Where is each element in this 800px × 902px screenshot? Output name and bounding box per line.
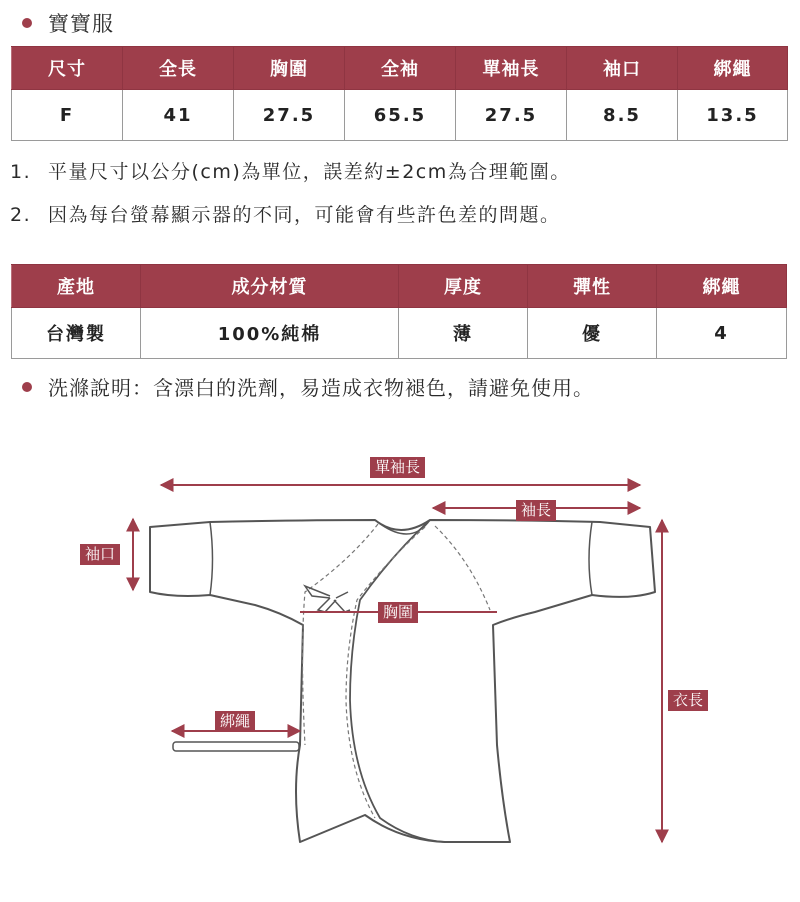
material-table xyxy=(11,264,787,359)
material-cell: 100%純棉 xyxy=(141,308,399,359)
bullet-icon xyxy=(22,18,32,28)
material-table-header-row xyxy=(12,265,787,308)
washing-note: 洗滌說明：含漂白的洗劑，易造成衣物褪色，請避免使用。 xyxy=(48,376,594,400)
size-cell: 41 xyxy=(123,90,234,141)
section-title xyxy=(10,8,114,38)
size-table-header-row xyxy=(12,47,788,90)
washing-instructions xyxy=(10,372,594,401)
size-cell: 13.5 xyxy=(678,90,788,141)
size-header-cell: 單袖長 xyxy=(456,47,567,90)
garment-outline xyxy=(150,520,655,842)
size-header-cell: 綁繩 xyxy=(678,47,788,90)
table-row xyxy=(12,308,787,359)
note-text: 平量尺寸以公分(cm)為單位，誤差約±2cm為合理範圍。 xyxy=(48,161,571,183)
size-table xyxy=(11,46,788,141)
size-header-cell: 胸圍 xyxy=(234,47,345,90)
table-row xyxy=(12,90,788,141)
tie-string xyxy=(173,742,299,751)
material-cell: 優 xyxy=(528,308,657,359)
garment-diagram xyxy=(0,440,800,880)
material-header-cell: 產地 xyxy=(12,265,141,308)
material-cell: 台灣製 xyxy=(12,308,141,359)
product-title: 寶寶服 xyxy=(48,12,114,36)
size-cell: 27.5 xyxy=(456,90,567,141)
note-number: 1. xyxy=(10,161,32,183)
tie-label: 綁繩 xyxy=(215,711,255,732)
material-header-cell: 成分材質 xyxy=(141,265,399,308)
sleeve-label: 袖長 xyxy=(516,500,556,521)
chest-label: 胸圍 xyxy=(378,602,418,623)
material-cell: 薄 xyxy=(399,308,528,359)
length-label: 衣長 xyxy=(668,690,708,711)
material-header-cell: 彈性 xyxy=(528,265,657,308)
size-header-cell: 全長 xyxy=(123,47,234,90)
note-text: 因為每台螢幕顯示器的不同，可能會有些許色差的問題。 xyxy=(48,204,561,226)
note-item xyxy=(10,200,561,227)
size-cell: 8.5 xyxy=(567,90,678,141)
bullet-icon xyxy=(22,382,32,392)
cuff-label: 袖口 xyxy=(80,544,120,565)
size-header-cell: 全袖 xyxy=(345,47,456,90)
size-cell: F xyxy=(12,90,123,141)
bow-icon xyxy=(305,586,350,612)
note-number: 2. xyxy=(10,204,32,226)
size-cell: 27.5 xyxy=(234,90,345,141)
size-header-cell: 袖口 xyxy=(567,47,678,90)
size-header-cell: 尺寸 xyxy=(12,47,123,90)
size-cell: 65.5 xyxy=(345,90,456,141)
material-header-cell: 綁繩 xyxy=(657,265,787,308)
garment-dashed-lines xyxy=(303,524,491,818)
material-cell: 4 xyxy=(657,308,787,359)
note-item xyxy=(10,157,571,184)
single-sleeve-label: 單袖長 xyxy=(370,457,425,478)
material-header-cell: 厚度 xyxy=(399,265,528,308)
